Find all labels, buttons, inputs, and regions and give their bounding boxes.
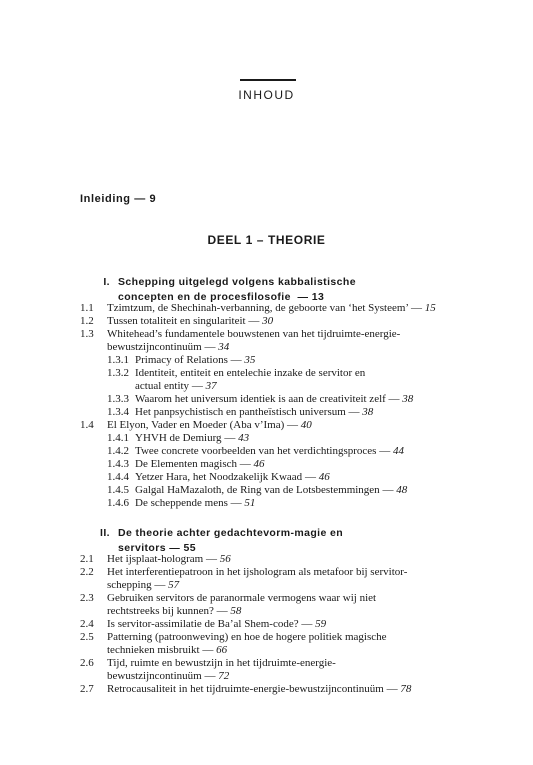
toc-entry	[80, 553, 480, 566]
entry-number: 2.5	[80, 631, 94, 643]
chapter-number: I.	[103, 276, 110, 288]
entry-title-text: Identiteit, entiteit en entelechie inzake de servitor en	[135, 367, 366, 379]
toc-entry	[80, 432, 480, 445]
entry-page: 44	[392, 445, 404, 457]
entry-title-continued	[107, 579, 480, 592]
toc-entry	[80, 657, 480, 683]
chapter-page: 55	[183, 542, 197, 554]
entry-page: 58	[230, 605, 242, 617]
toc-entry	[80, 471, 480, 484]
entry-title-text: Twee concrete voorbeelden van het verdichtingsproces	[135, 445, 377, 457]
entry-number: 2.3	[80, 592, 94, 604]
entry-page: 37	[205, 380, 217, 392]
entry-page: 30	[262, 315, 274, 327]
entry-title-text: Is servitor-assimilatie de Ba’al Shem-code?	[107, 618, 299, 630]
entry-title-text: Tijd, ruimte en bewustzijn in het tijdruimte-energie-	[107, 657, 336, 669]
chapter-page: 13	[311, 291, 325, 303]
entry-number: 1.3.1	[107, 354, 129, 366]
toc-entry	[80, 683, 480, 696]
entry-number: 1.4.4	[107, 471, 129, 483]
entry-title-text: Primacy of Relations	[135, 354, 228, 366]
entry-title-text: El Elyon, Vader en Moeder (Aba v’Ima)	[107, 419, 285, 431]
entry-dash: —	[204, 670, 216, 682]
entry-title	[107, 618, 480, 631]
entry-dash: —	[348, 406, 360, 418]
entry-title-text: Patterning (patroonweving) en hoe de hogere politiek magische	[107, 631, 387, 643]
entry-dash: —	[205, 553, 217, 565]
chapter-dash: —	[169, 542, 181, 554]
toc-entry	[80, 367, 480, 393]
entry-title-text: YHVH de Demiurg	[135, 432, 222, 444]
intro-page: 9	[149, 193, 157, 205]
toc-entry	[80, 354, 480, 367]
page-title: INHOUD	[238, 88, 295, 102]
entry-title-text: Tussen totaliteit en singulariteit	[107, 315, 246, 327]
intro-entry	[80, 193, 156, 205]
entry-title-text: Het interferentiepatroon in het ijshologram als metafoor bij servitor-	[107, 566, 408, 578]
entry-number: 1.4	[80, 419, 94, 431]
entry-dash: —	[230, 497, 242, 509]
entry-number: 1.4.2	[107, 445, 129, 457]
toc-entry	[80, 328, 480, 354]
entry-number: 2.7	[80, 683, 94, 695]
entry-number: 1.4.6	[107, 497, 129, 509]
entry-title-text: De scheppende mens	[135, 497, 228, 509]
entry-title	[107, 315, 480, 328]
entry-page: 57	[168, 579, 180, 591]
toc-entry	[80, 566, 480, 592]
entry-number: 1.2	[80, 315, 94, 327]
entry-title	[107, 328, 480, 341]
entry-title	[135, 354, 480, 367]
entry-title	[135, 471, 480, 484]
entry-page: 72	[218, 670, 230, 682]
chapter-title-line1: De theorie achter gedachtevorm-magie en	[118, 527, 344, 539]
entry-title-text-continued: technieken misbruikt	[107, 644, 200, 656]
entry-title	[135, 432, 480, 445]
toc-entry	[80, 618, 480, 631]
entry-page: 43	[238, 432, 250, 444]
toc-entry	[80, 419, 480, 432]
entry-page: 38	[362, 406, 374, 418]
entry-page: 51	[244, 497, 256, 509]
chapter-heading	[80, 275, 470, 305]
entry-dash: —	[216, 605, 228, 617]
entry-title-text: Gebruiken servitors de paranormale vermogens waar wij niet	[107, 592, 377, 604]
entry-title	[107, 553, 480, 566]
entry-title-text: Galgal HaMazaloth, de Ring van de Lotsbestemmingen	[135, 484, 380, 496]
entry-dash: —	[287, 419, 299, 431]
entry-page: 15	[424, 302, 436, 314]
intro-label: Inleiding	[80, 193, 131, 205]
toc-entry	[80, 302, 480, 315]
entry-dash: —	[224, 432, 236, 444]
entry-dash: —	[411, 302, 423, 314]
entry-dash: —	[191, 380, 203, 392]
entry-page: 34	[218, 341, 230, 353]
entry-page: 46	[318, 471, 330, 483]
toc-entry	[80, 592, 480, 618]
entry-dash: —	[304, 471, 316, 483]
toc-entry	[80, 497, 480, 510]
entry-title-continued	[107, 670, 480, 683]
entry-title	[107, 657, 480, 670]
entry-dash: —	[248, 315, 260, 327]
entry-title	[135, 458, 480, 471]
entry-title-text: De Elementen magisch	[135, 458, 238, 470]
entry-number: 2.1	[80, 553, 94, 565]
entry-number: 1.3	[80, 328, 94, 340]
entry-number: 1.4.1	[107, 432, 129, 444]
entry-title-text: Retrocausaliteit in het tijdruimte-energie-bewustzijncontinuüm	[107, 683, 384, 695]
entry-title-text: Waarom het universum identiek is aan de creativiteit zelf	[135, 393, 386, 405]
chapter-dash: —	[297, 291, 309, 303]
entry-number: 1.3.3	[107, 393, 129, 405]
entry-number: 1.3.4	[107, 406, 129, 418]
entry-dash: —	[239, 458, 251, 470]
entry-title	[107, 302, 480, 315]
entry-title-continued	[107, 605, 480, 618]
part-heading: DEEL 1 – THEORIE	[207, 233, 326, 247]
entry-dash: —	[301, 618, 313, 630]
entry-dash: —	[230, 354, 242, 366]
entry-dash: —	[386, 683, 398, 695]
entry-number: 1.4.3	[107, 458, 129, 470]
entry-title	[107, 631, 480, 644]
entry-title-continued	[107, 644, 480, 657]
entry-title-text-continued: bewustzijncontinuüm	[107, 341, 202, 353]
entry-title-text: Whitehead’s fundamentele bouwstenen van het tijdruimte-energie-	[107, 328, 401, 340]
entry-title	[135, 367, 480, 380]
chapter-title-line1: Schepping uitgelegd volgens kabbalistische	[118, 276, 356, 288]
entry-number: 2.6	[80, 657, 94, 669]
entry-title-text: Het panpsychistisch en pantheïstisch universum	[135, 406, 346, 418]
title-rule	[240, 79, 296, 81]
entry-title-text-continued: schepping	[107, 579, 152, 591]
entry-title	[107, 592, 480, 605]
chapter-number: II.	[100, 527, 110, 539]
chapter-heading	[80, 526, 470, 556]
toc-entry	[80, 315, 480, 328]
entry-title-text-continued: bewustzijncontinuüm	[107, 670, 202, 682]
entry-title-continued	[107, 341, 480, 354]
entry-page: 35	[244, 354, 256, 366]
entry-title	[107, 419, 480, 432]
entry-number: 2.2	[80, 566, 94, 578]
entry-number: 1.1	[80, 302, 94, 314]
entry-title	[107, 566, 480, 579]
entry-page: 40	[300, 419, 312, 431]
toc-entry	[80, 406, 480, 419]
intro-dash: —	[134, 193, 146, 205]
entry-dash: —	[382, 484, 394, 496]
entry-title-text: Het ijsplaat-hologram	[107, 553, 204, 565]
chapter-title-line2-text: servitors	[118, 542, 166, 554]
entry-title-text: Yetzer Hara, het Noodzakelijk Kwaad	[135, 471, 303, 483]
entry-dash: —	[202, 644, 214, 656]
entry-title	[107, 683, 480, 696]
toc-entry	[80, 631, 480, 657]
entry-title	[135, 406, 480, 419]
entry-title-continued	[135, 380, 480, 393]
entry-page: 66	[216, 644, 228, 656]
toc-entry	[80, 445, 480, 458]
entry-number: 1.3.2	[107, 367, 129, 379]
entry-page: 59	[315, 618, 327, 630]
entry-page: 56	[219, 553, 231, 565]
entry-page: 78	[400, 683, 412, 695]
entry-title	[135, 497, 480, 510]
entry-number: 2.4	[80, 618, 94, 630]
entry-page: 48	[396, 484, 408, 496]
entry-title	[135, 445, 480, 458]
entry-dash: —	[379, 445, 391, 457]
toc-entry	[80, 484, 480, 497]
entry-title-text-continued: actual entity	[135, 380, 190, 392]
entry-dash: —	[204, 341, 216, 353]
entry-title-text: Tzimtzum, de Shechinah-verbanning, de geboorte van ‘het Systeem’	[107, 302, 409, 314]
entry-dash: —	[388, 393, 400, 405]
entry-title-text-continued: rechtstreeks bij kunnen?	[107, 605, 214, 617]
entry-page: 46	[253, 458, 265, 470]
chapter-title-line2-text: concepten en de procesfilosofie	[118, 291, 291, 303]
entry-title	[135, 393, 480, 406]
entry-page: 38	[402, 393, 414, 405]
entry-title	[135, 484, 480, 497]
entry-dash: —	[154, 579, 166, 591]
toc-entry	[80, 393, 480, 406]
toc-entry	[80, 458, 480, 471]
entry-number: 1.4.5	[107, 484, 129, 496]
